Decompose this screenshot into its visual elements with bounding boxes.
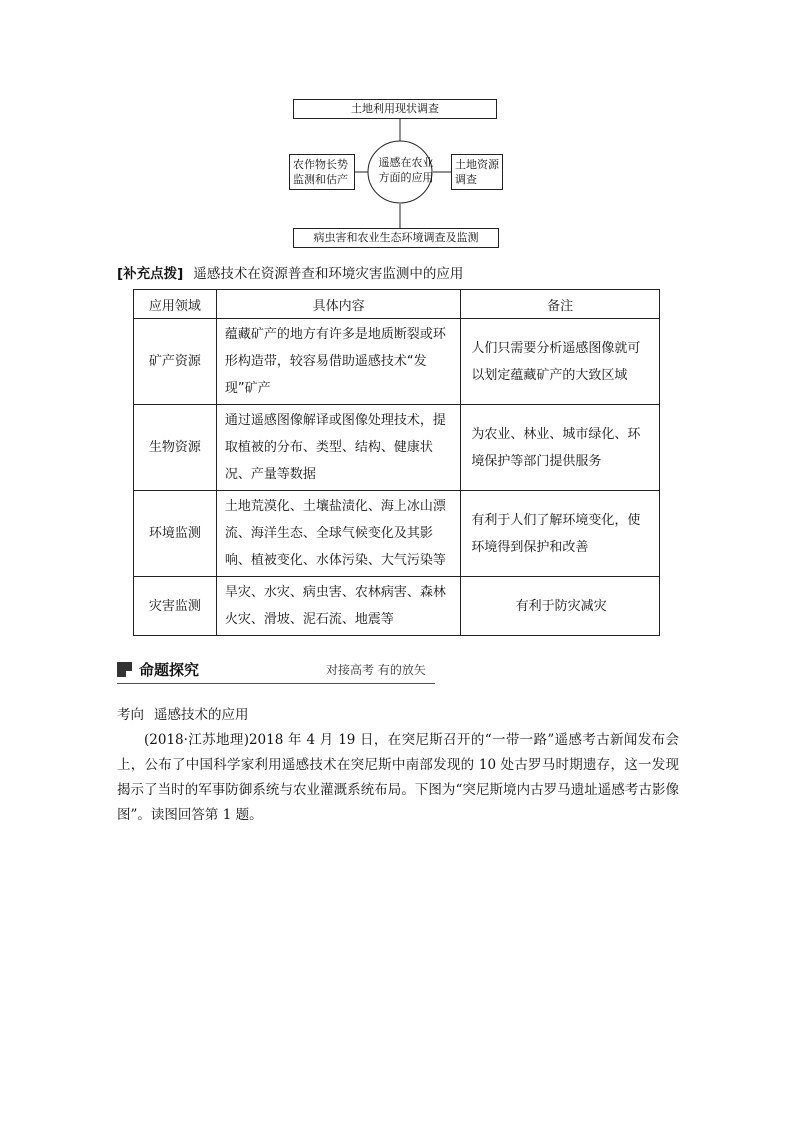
table-row [134, 577, 660, 636]
row-content: 旱灾、水灾、病虫害、农林病害、森林火灾、滑坡、泥石流、地震等 [216, 577, 461, 636]
diagram-box-land-use: 土地利用现状调查 [293, 99, 497, 119]
section-title: 命题探究 [139, 661, 200, 679]
supplement-tag: [补充点拨] [117, 266, 184, 282]
diagram-box-land-resource-line1: 土地资源 [455, 158, 499, 171]
supplement-heading [117, 262, 463, 282]
row-field: 环境监测 [134, 491, 217, 577]
diagram-box-crop-line2: 监测和估产 [293, 173, 348, 186]
table-header-row [134, 290, 660, 319]
row-field: 灾害监测 [134, 577, 217, 636]
section-square-icon [117, 662, 132, 677]
diagram-box-crop-monitoring [289, 154, 355, 190]
agriculture-remote-sensing-diagram [280, 96, 520, 248]
row-field: 生物资源 [134, 405, 217, 491]
row-content: 土地荒漠化、土壤盐渍化、海上冰山漂流、海洋生态、全球气候变化及其影响、植被变化、水体污染、大气污染等 [216, 491, 461, 577]
table-row [134, 491, 660, 577]
row-note: 有利于防灾减灾 [461, 577, 660, 636]
header-note: 备注 [461, 290, 660, 319]
question-paragraph: (2018·江苏地理)2018 年 4 月 19 日，在突尼斯召开的“一带一路”遥感考古新闻发布会上，公布了中国科学家利用遥感技术在突尼斯中南部发现的 10 处古罗马时期遗存，这一发现揭示了当时的军事防御系统与农业灌溉系统布局。下图为“突尼斯境内古罗马遗址遥感考古影像图”。读图回答第 1 题。 [117, 732, 679, 823]
row-note: 为农业、林业、城市绿化、环境保护等部门提供服务 [461, 405, 660, 491]
section-subtitle: 对接高考 有的放矢 [326, 663, 426, 677]
application-table [133, 289, 660, 636]
table-row [134, 319, 660, 405]
header-field: 应用领域 [134, 290, 217, 319]
row-content: 通过遥感图像解译或图像处理技术，提取植被的分布、类型、结构、健康状况、产量等数据 [216, 405, 461, 491]
row-note: 人们只需要分析遥感图像就可以划定蕴藏矿产的大致区域 [461, 319, 660, 405]
topic-line [117, 703, 249, 723]
section-header [117, 659, 435, 685]
diagram-box-land-resource [451, 154, 503, 190]
row-field: 矿产资源 [134, 319, 217, 405]
supplement-title: 遥感技术在资源普查和环境灾害监测中的应用 [193, 266, 464, 282]
row-content: 蕴藏矿产的地方有许多是地质断裂或环形构造带，较容易借助遥感技术“发现”矿产 [216, 319, 461, 405]
diagram-center-label [374, 155, 438, 185]
topic-label: 考向 [117, 707, 144, 723]
diagram-center-line1: 遥感在农业 [378, 156, 434, 169]
table-row [134, 405, 660, 491]
topic-title: 遥感技术的应用 [154, 707, 249, 723]
diagram-box-pest-ecology: 病虫害和农业生态环境调查及监测 [293, 228, 499, 248]
diagram-center-line2: 方面的应用 [378, 171, 434, 184]
row-note: 有利于人们了解环境变化，使环境得到保护和改善 [461, 491, 660, 577]
diagram-box-land-resource-line2: 调查 [455, 173, 477, 186]
diagram-box-crop-line1: 农作物长势 [293, 158, 348, 171]
header-content: 具体内容 [216, 290, 461, 319]
section-rule [117, 683, 435, 684]
